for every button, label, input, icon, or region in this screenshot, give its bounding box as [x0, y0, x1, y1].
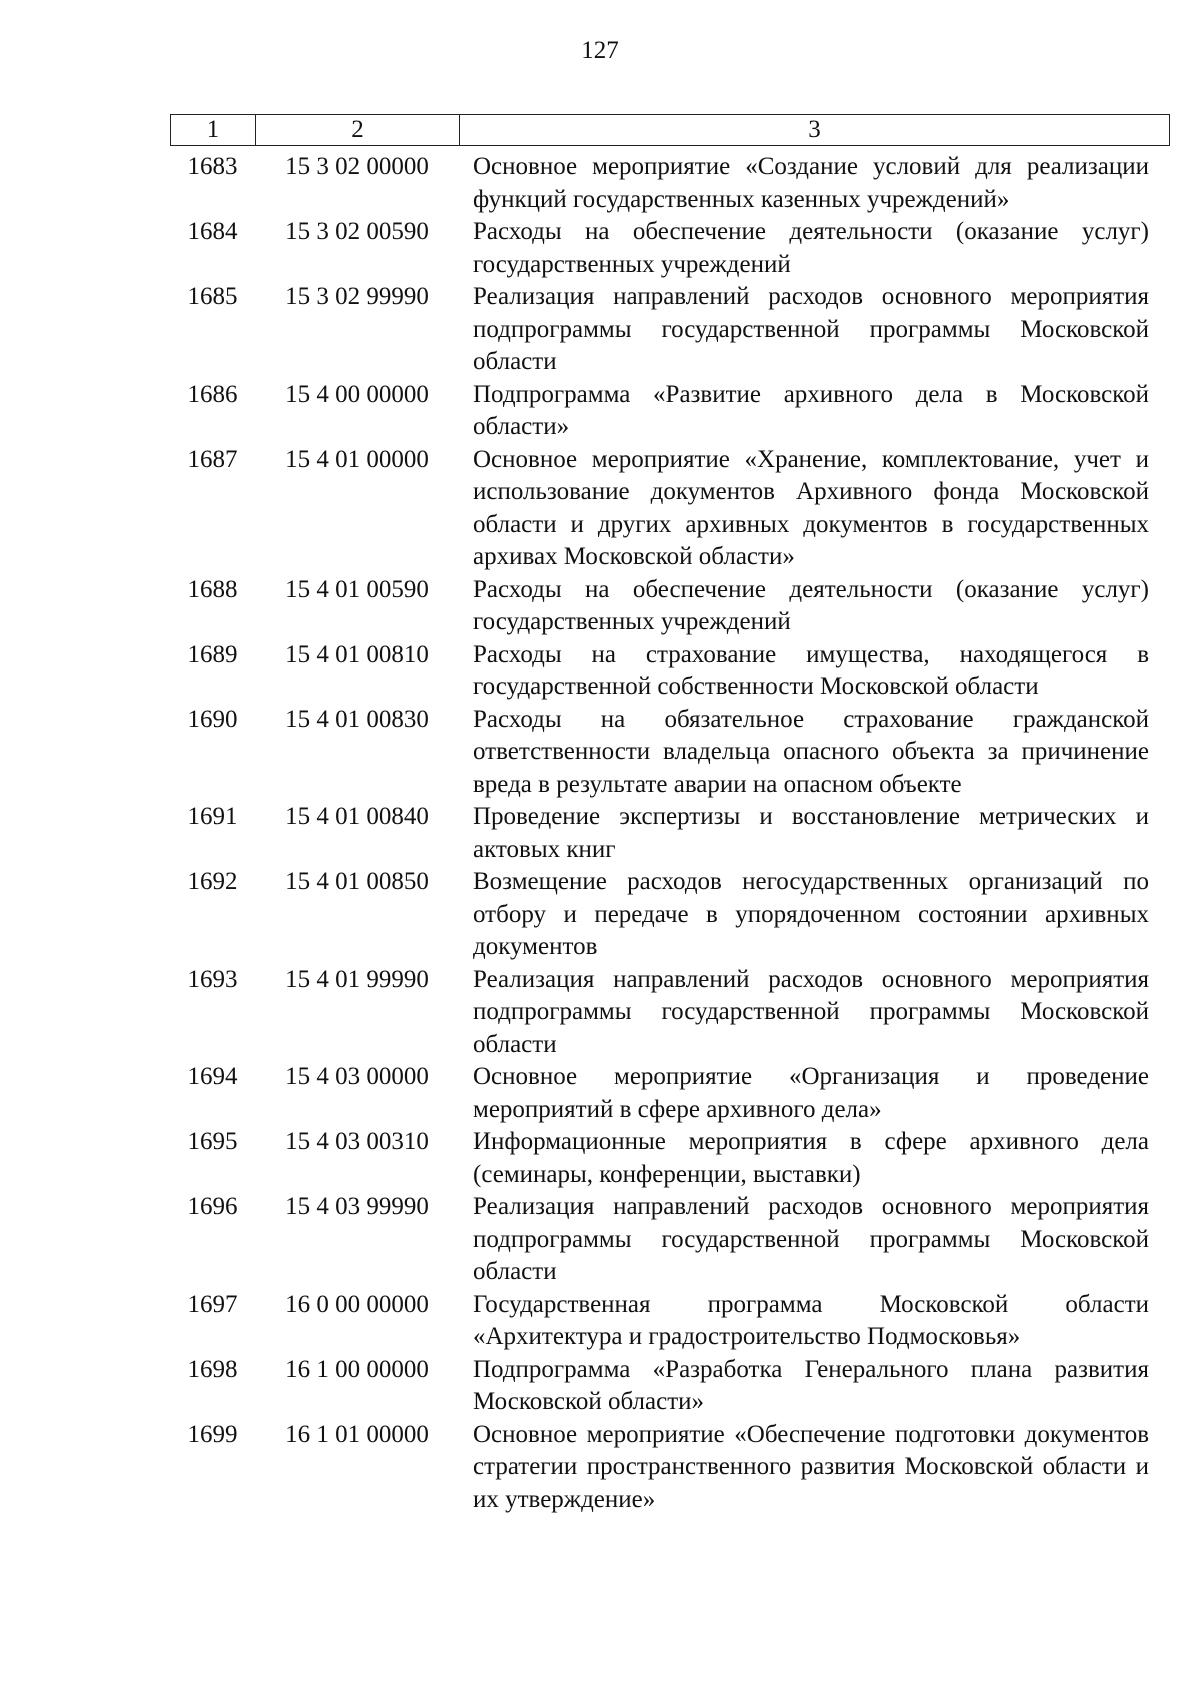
row-number: 1688 — [187, 575, 238, 603]
row-description: Расходы на обязательное страхование гражданской ответственности владельца опасного объекта за причинение вреда в результате аварии на опасном объекте — [473, 705, 1149, 798]
table-row — [170, 281, 1170, 379]
row-description: Основное мероприятие «Обеспечение подготовки документов стратегии пространственного развития Московской области и их утверждение» — [473, 1420, 1149, 1513]
table-row — [170, 151, 1170, 216]
table-row — [170, 1354, 1170, 1419]
row-description: Расходы на обеспечение деятельности (оказание услуг) государственных учреждений — [473, 575, 1149, 635]
table-row — [170, 444, 1170, 574]
row-number: 1689 — [187, 640, 238, 668]
row-code: 15 4 01 99990 — [285, 965, 429, 993]
row-description: Расходы на страхование имущества, находящегося в государственной собственности Московской области — [473, 640, 1149, 700]
header-col-1: 1 — [171, 115, 256, 145]
row-description: Подпрограмма «Разработка Генерального плана развития Московской области» — [473, 1355, 1149, 1415]
row-code: 15 3 02 00000 — [285, 153, 429, 180]
row-number: 1697 — [187, 1290, 238, 1318]
row-number: 1694 — [187, 1063, 238, 1090]
row-code: 15 4 00 00000 — [285, 380, 429, 408]
row-description: Основное мероприятие «Хранение, комплектование, учет и использование документов Архивного фонда Московской области и других архивных документов в государственных архивах Московской области» — [473, 445, 1149, 570]
row-description: Возмещение расходов негосударственных организаций по отбору и передаче в упорядоченном состоянии архивных документов — [473, 868, 1149, 960]
row-code: 15 4 01 00830 — [285, 705, 429, 733]
row-number: 1698 — [187, 1355, 238, 1383]
table-row — [170, 574, 1170, 639]
page-number: 127 — [581, 37, 619, 64]
table-header — [170, 114, 1170, 146]
row-description: Информационные мероприятия в сфере архивного дела (семинары, конференции, выставки) — [473, 1128, 1149, 1188]
row-description: Расходы на обеспечение деятельности (оказание услуг) государственных учреждений — [473, 218, 1149, 278]
table-row — [170, 1419, 1170, 1517]
table-row — [170, 704, 1170, 802]
row-description: Проведение экспертизы и восстановление метрических и актовых книг — [473, 803, 1149, 863]
table-row — [170, 866, 1170, 964]
table-row — [170, 1191, 1170, 1289]
row-number: 1685 — [187, 283, 238, 310]
table-body — [170, 151, 1170, 1516]
table-row — [170, 216, 1170, 281]
row-code: 15 4 01 00590 — [285, 575, 429, 603]
row-code: 15 4 03 00310 — [285, 1128, 429, 1155]
table-row — [170, 1126, 1170, 1191]
row-description: Основное мероприятие «Организация и проведение мероприятий в сфере архивного дела» — [473, 1063, 1149, 1123]
row-code: 15 4 01 00840 — [285, 803, 429, 830]
row-number: 1686 — [187, 380, 238, 408]
row-code: 15 4 01 00000 — [285, 445, 429, 473]
row-number: 1696 — [187, 1193, 238, 1220]
row-number: 1687 — [187, 445, 238, 473]
row-code: 16 0 00 00000 — [285, 1290, 429, 1318]
row-number: 1699 — [187, 1420, 238, 1448]
table-row — [170, 639, 1170, 704]
row-description: Реализация направлений расходов основного мероприятия подпрограммы государственной программы Московской области — [473, 965, 1149, 1058]
row-description: Государственная программа Московской области «Архитектура и градостроительство Подмосковья» — [473, 1290, 1149, 1350]
row-number: 1693 — [187, 965, 238, 993]
table-row — [170, 801, 1170, 866]
row-code: 15 4 03 99990 — [285, 1193, 429, 1220]
row-description: Реализация направлений расходов основного мероприятия подпрограммы государственной программы Московской области — [473, 283, 1149, 375]
row-description: Подпрограмма «Развитие архивного дела в Московской области» — [473, 380, 1149, 440]
table-row — [170, 1289, 1170, 1354]
table-row — [170, 964, 1170, 1062]
row-number: 1691 — [187, 803, 238, 830]
row-number: 1695 — [187, 1128, 238, 1155]
row-number: 1684 — [187, 218, 238, 245]
row-code: 15 3 02 99990 — [285, 283, 429, 310]
row-code: 15 3 02 00590 — [285, 218, 429, 245]
header-col-2: 2 — [256, 115, 460, 145]
row-description: Реализация направлений расходов основного мероприятия подпрограммы государственной программы Московской области — [473, 1193, 1149, 1285]
row-code: 16 1 01 00000 — [285, 1420, 429, 1448]
row-number: 1690 — [187, 705, 238, 733]
row-code: 16 1 00 00000 — [285, 1355, 429, 1383]
header-col-3: 3 — [808, 116, 821, 143]
row-code: 15 4 01 00850 — [285, 868, 429, 895]
row-description: Основное мероприятие «Создание условий для реализации функций государственных казенных учреждений» — [473, 153, 1149, 213]
table-row — [170, 379, 1170, 444]
row-code: 15 4 01 00810 — [285, 640, 429, 668]
row-code: 15 4 03 00000 — [285, 1063, 429, 1090]
table-row — [170, 1061, 1170, 1126]
row-number: 1683 — [187, 153, 238, 180]
row-number: 1692 — [187, 868, 238, 895]
